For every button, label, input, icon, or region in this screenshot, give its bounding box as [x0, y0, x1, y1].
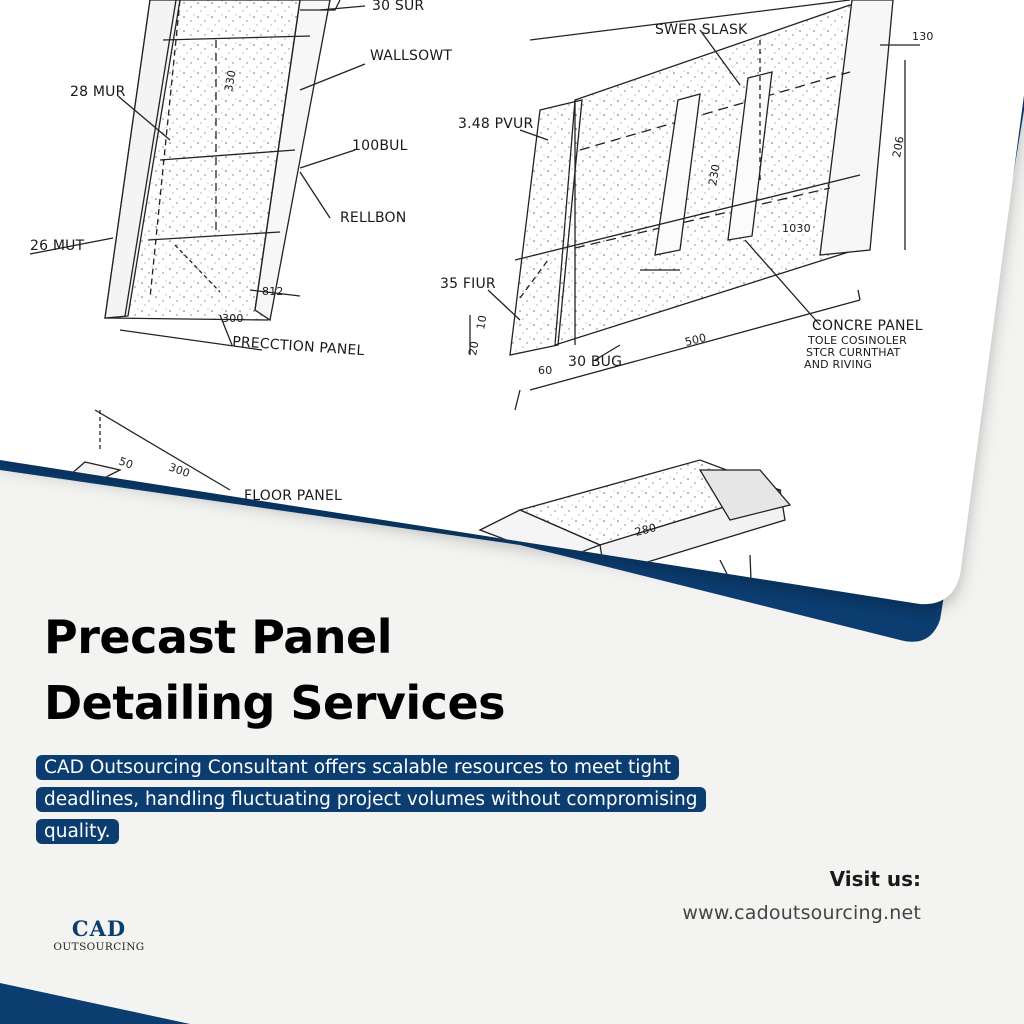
- label-500: 500: [683, 331, 708, 349]
- label-300-left: 300: [222, 312, 244, 325]
- label-3-48-pvur: 3.48 PVUR: [458, 116, 534, 132]
- label-30-sur: 30 SUR: [372, 0, 425, 14]
- logo-sub-text: OUTSOURCING: [53, 941, 145, 953]
- label-330: 330: [222, 68, 239, 93]
- label-300-floor: 300: [166, 460, 192, 481]
- page-title: [44, 604, 505, 736]
- label-26-mut: 26 MUT: [30, 238, 85, 254]
- label-28-mur: 28 MUR: [70, 84, 126, 100]
- label-230: 230: [706, 162, 723, 187]
- label-20: 20: [466, 340, 482, 357]
- label-60: 60: [538, 364, 553, 377]
- label-rellbon: RELLBON: [340, 210, 407, 226]
- label-1030: 1030: [782, 222, 811, 235]
- label-swer-slask: SWER SLASK: [655, 22, 748, 38]
- label-30-bug: 30 BUG: [568, 354, 623, 370]
- label-280: 280: [633, 521, 658, 539]
- label-100bul: 100BUL: [352, 138, 408, 154]
- description-block: [36, 752, 736, 848]
- label-note-3: AND RIVING: [804, 358, 873, 371]
- title-line-1: Precast Panel: [44, 610, 393, 664]
- label-precction-panel: PRECCTION PANEL: [231, 334, 365, 360]
- label-wallsowt: WALLSOWT: [370, 48, 453, 64]
- label-812: 812: [262, 285, 284, 298]
- logo-main-text: CAD: [71, 916, 127, 941]
- label-10: 10: [474, 314, 490, 331]
- label-note-2: STCR CURNTHAT: [806, 346, 901, 359]
- wall-panel-left: [105, 0, 340, 350]
- website-link[interactable]: www.cadoutsourcing.net: [682, 902, 921, 924]
- floor-panel: [70, 410, 790, 605]
- label-note-1: TOLE COSINOLER: [808, 334, 907, 347]
- label-50: 50: [116, 454, 135, 472]
- label-35-fiur: 35 FIUR: [440, 276, 496, 292]
- brand-logo: [44, 917, 154, 953]
- description-text: CAD Outsourcing Consultant offers scalable resources to meet tight deadlines, handling fluctuating project volumes without compromising quality.: [36, 755, 706, 844]
- label-130: 130: [912, 30, 934, 43]
- label-concre-panel: CONCRE PANEL: [812, 318, 923, 334]
- visit-label: Visit us:: [829, 867, 921, 891]
- label-floor-panel: FLOOR PANEL: [244, 488, 343, 504]
- label-206: 206: [890, 134, 907, 159]
- title-line-2: Detailing Services: [44, 676, 506, 730]
